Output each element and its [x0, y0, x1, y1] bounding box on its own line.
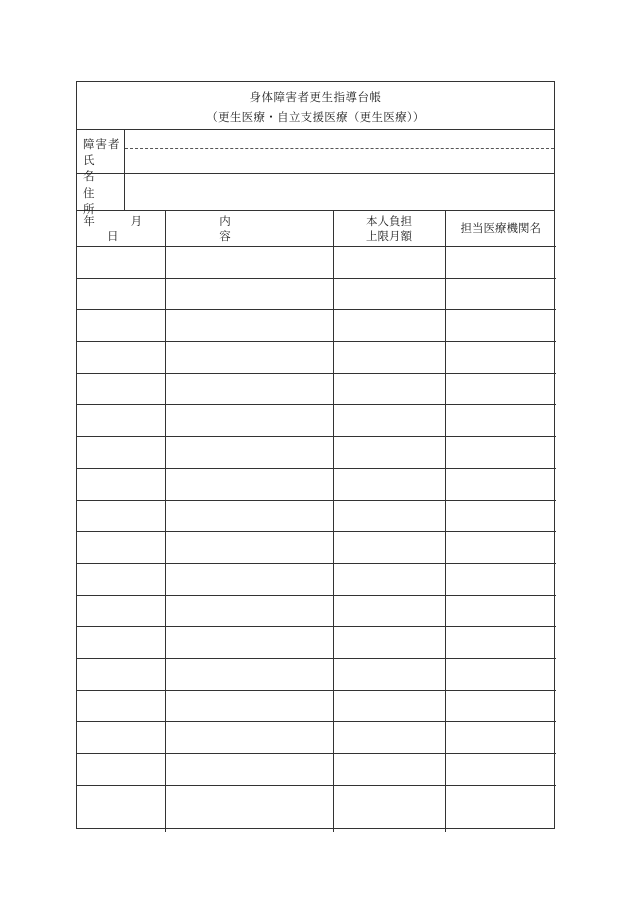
table-cell[interactable] [333, 437, 445, 469]
table-cell[interactable] [165, 722, 333, 754]
name-dashed-line [125, 148, 554, 149]
table-cell[interactable] [445, 437, 556, 469]
table-cell[interactable] [333, 658, 445, 690]
table-cell[interactable] [445, 722, 556, 754]
table-cell[interactable] [77, 722, 165, 754]
table-cell[interactable] [77, 785, 165, 832]
table-cell[interactable] [77, 500, 165, 532]
table-cell[interactable] [165, 278, 333, 310]
table-cell[interactable] [165, 247, 333, 279]
table-cell[interactable] [77, 532, 165, 564]
form-subtitle: （更生医療・自立支援医療（更生医療）） [206, 110, 425, 124]
table-row [77, 785, 556, 832]
table-cell[interactable] [77, 405, 165, 437]
table-cell[interactable] [445, 278, 556, 310]
table-cell[interactable] [333, 468, 445, 500]
table-cell[interactable] [333, 722, 445, 754]
table-cell[interactable] [333, 754, 445, 786]
table-cell[interactable] [165, 342, 333, 374]
table-row [77, 595, 556, 627]
table-cell[interactable] [165, 563, 333, 595]
table-row [77, 627, 556, 659]
table-cell[interactable] [445, 785, 556, 832]
name-row [77, 130, 554, 183]
table-cell[interactable] [77, 342, 165, 374]
table-cell[interactable] [333, 627, 445, 659]
name-label-cell [77, 130, 125, 183]
table-cell[interactable] [333, 785, 445, 832]
table-row [77, 247, 556, 279]
table-cell[interactable] [445, 342, 556, 374]
column-header-date: 年 月 日 [77, 211, 165, 247]
table-cell[interactable] [333, 690, 445, 722]
table-cell[interactable] [77, 310, 165, 342]
table-cell[interactable] [333, 247, 445, 279]
table-cell[interactable] [445, 627, 556, 659]
table-cell[interactable] [77, 627, 165, 659]
table-cell[interactable] [445, 563, 556, 595]
column-header-content: 内 容 [165, 211, 333, 247]
table-cell[interactable] [165, 405, 333, 437]
table-cell[interactable] [333, 278, 445, 310]
table-cell[interactable] [77, 437, 165, 469]
table-cell[interactable] [165, 532, 333, 564]
ledger-form [76, 81, 555, 829]
table-cell[interactable] [77, 690, 165, 722]
table-cell[interactable] [77, 658, 165, 690]
table-row [77, 405, 556, 437]
table-cell[interactable] [333, 310, 445, 342]
table-cell[interactable] [333, 405, 445, 437]
table-row [77, 437, 556, 469]
table-cell[interactable] [165, 310, 333, 342]
table-row [77, 342, 556, 374]
table-cell[interactable] [333, 532, 445, 564]
column-header-copay-limit: 本人負担 上限月額 [333, 211, 445, 247]
table-row [77, 500, 556, 532]
table-row [77, 468, 556, 500]
address-label: 住 所 [83, 186, 104, 216]
table-cell[interactable] [165, 785, 333, 832]
table-row [77, 690, 556, 722]
table-row [77, 563, 556, 595]
table-row [77, 310, 556, 342]
table-cell[interactable] [445, 690, 556, 722]
table-cell[interactable] [77, 468, 165, 500]
table-row [77, 532, 556, 564]
table-cell[interactable] [165, 658, 333, 690]
table-row [77, 658, 556, 690]
ledger-table [77, 211, 556, 832]
table-cell[interactable] [77, 247, 165, 279]
table-cell[interactable] [165, 437, 333, 469]
table-cell[interactable] [77, 754, 165, 786]
table-cell[interactable] [333, 373, 445, 405]
table-cell[interactable] [333, 595, 445, 627]
table-cell[interactable] [445, 405, 556, 437]
table-row [77, 373, 556, 405]
address-row [77, 174, 554, 216]
table-cell[interactable] [77, 278, 165, 310]
table-cell[interactable] [77, 563, 165, 595]
table-cell[interactable] [445, 500, 556, 532]
name-label-line1: 障害者 [83, 137, 121, 151]
table-cell[interactable] [165, 627, 333, 659]
table-cell[interactable] [165, 595, 333, 627]
table-cell[interactable] [445, 310, 556, 342]
table-row [77, 754, 556, 786]
table-cell[interactable] [445, 468, 556, 500]
form-title: 身体障害者更生指導台帳 [249, 90, 382, 104]
table-cell[interactable] [165, 373, 333, 405]
table-cell[interactable] [165, 690, 333, 722]
table-row [77, 278, 556, 310]
title-block [77, 82, 554, 130]
table-cell[interactable] [165, 500, 333, 532]
table-cell[interactable] [333, 342, 445, 374]
table-cell[interactable] [165, 754, 333, 786]
name-label-line2: 氏 名 [83, 153, 104, 183]
table-cell[interactable] [77, 373, 165, 405]
table-cell[interactable] [445, 658, 556, 690]
table-cell[interactable] [445, 373, 556, 405]
address-label-cell [77, 174, 125, 216]
table-cell[interactable] [77, 595, 165, 627]
table-cell[interactable] [445, 532, 556, 564]
table-cell[interactable] [445, 247, 556, 279]
table-cell[interactable] [333, 500, 445, 532]
table-cell[interactable] [445, 754, 556, 786]
column-header-institution: 担当医療機関名 [445, 211, 556, 247]
table-cell[interactable] [333, 563, 445, 595]
table-cell[interactable] [445, 595, 556, 627]
table-cell[interactable] [165, 468, 333, 500]
table-header-row [77, 211, 556, 247]
table-row [77, 722, 556, 754]
